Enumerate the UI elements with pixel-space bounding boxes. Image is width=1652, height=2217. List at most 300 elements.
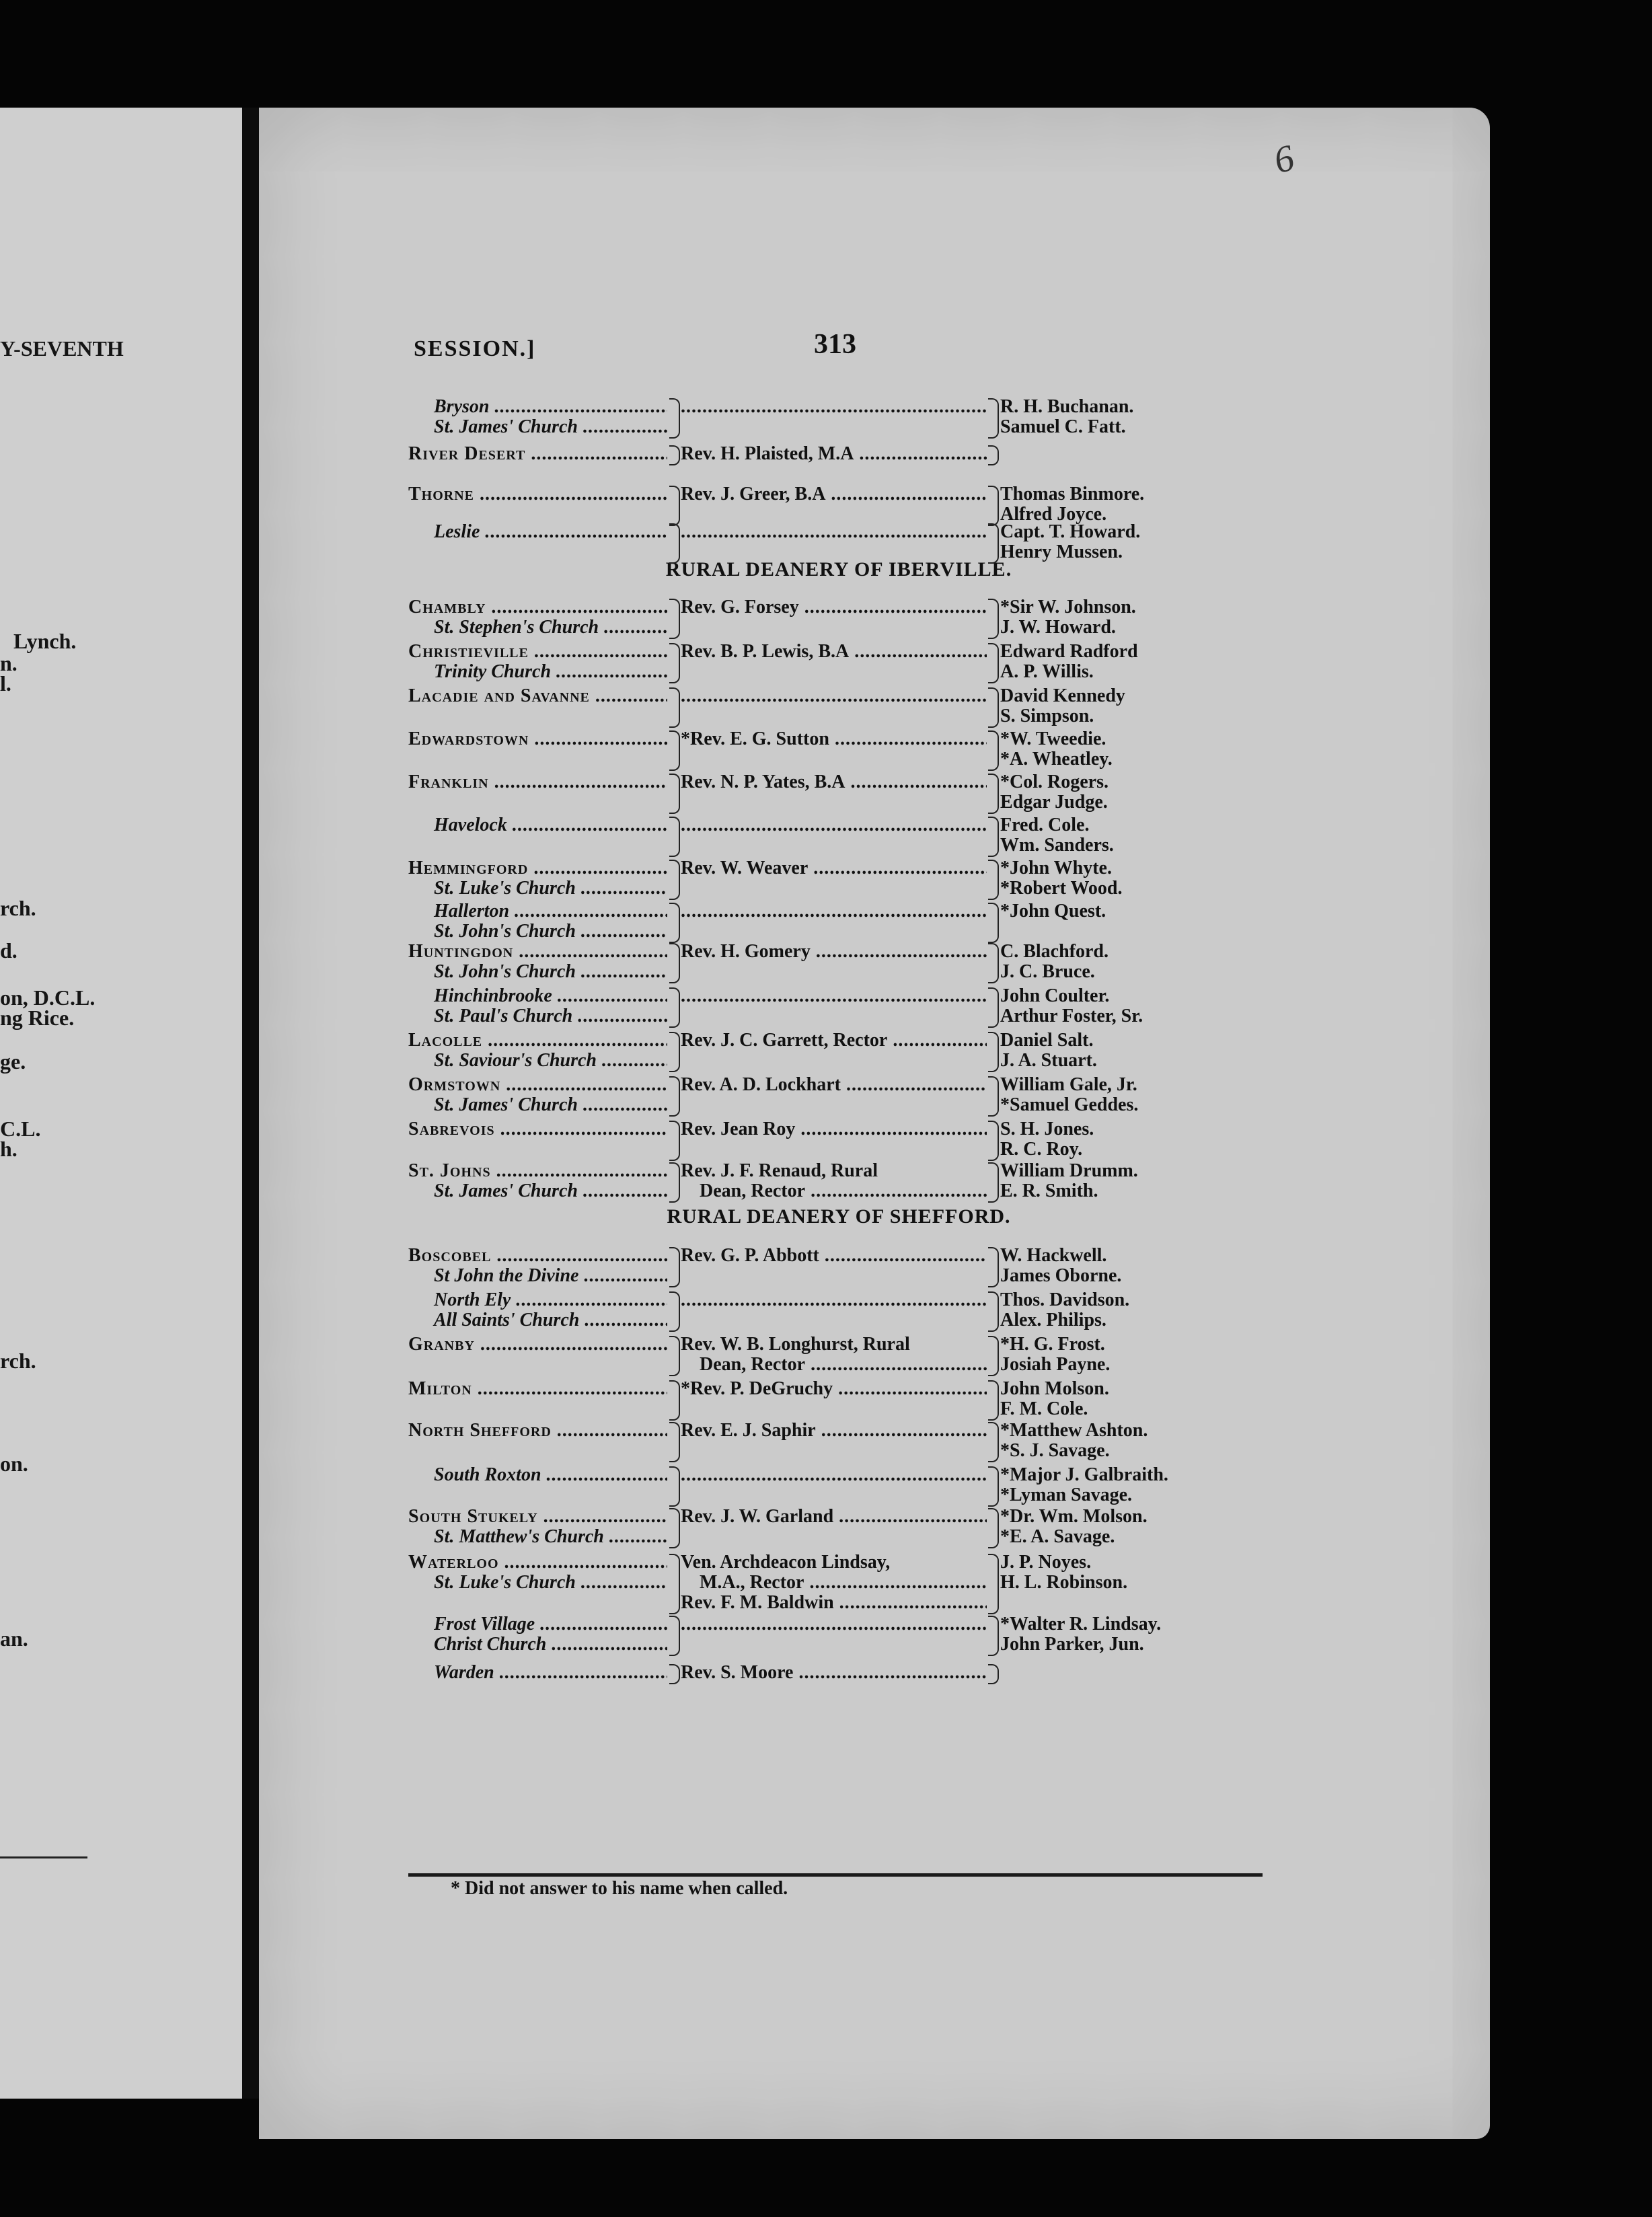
brace-left <box>669 687 680 728</box>
table-row <box>408 1030 1283 1071</box>
brace-left <box>669 1121 680 1161</box>
delegate-name: Arthur Foster, Sr. <box>1000 1006 1143 1026</box>
brace-left <box>669 987 680 1028</box>
clergy-name: Rev. F. M. Baldwin ..... <box>681 1593 987 1613</box>
table-row <box>408 1552 1283 1613</box>
clergy-name: Rev. A. D. Lockhart ..... <box>681 1075 987 1095</box>
brace-left <box>669 643 680 683</box>
delegate-name: John Parker, Jun. <box>1000 1634 1144 1655</box>
delegate-name: *H. G. Frost. <box>1000 1335 1105 1355</box>
left-fragment: l. <box>0 671 11 696</box>
page-313 <box>259 108 1490 2139</box>
table-row <box>408 1379 1283 1419</box>
parish-name: North Shefford ..... <box>408 1421 667 1441</box>
delegates-cell <box>1000 597 1269 638</box>
clergy-cell <box>681 1335 987 1375</box>
delegates-cell <box>1000 686 1269 726</box>
delegates-cell <box>1000 522 1269 562</box>
clergy-cell <box>681 1465 987 1485</box>
delegate-name: Henry Mussen. <box>1000 542 1123 562</box>
parish-cell <box>408 1421 667 1441</box>
running-head: SESSION.] <box>414 336 536 361</box>
delegate-name: Edward Radford <box>1000 642 1138 662</box>
parish-cell <box>408 858 667 899</box>
parish-cell <box>408 1614 667 1655</box>
clergy-cell <box>681 772 987 792</box>
parish-cell <box>408 1379 667 1399</box>
brace-left <box>669 943 680 983</box>
clergy-cell <box>681 597 987 617</box>
clergy-blank <box>681 397 987 417</box>
brace-right <box>988 730 999 771</box>
delegate-name: *E. A. Savage. <box>1000 1527 1115 1547</box>
left-fragment: ng Rice. <box>0 1006 75 1030</box>
left-fragment: rch. <box>0 1349 36 1373</box>
delegate-name: J. P. Noyes. <box>1000 1552 1092 1573</box>
parish-name: St. Stephen's Church ..... <box>408 617 667 638</box>
table-row <box>408 1161 1283 1201</box>
clergy-cell <box>681 1030 987 1051</box>
brace-left <box>669 817 680 857</box>
delegate-name: *Robert Wood. <box>1000 878 1123 899</box>
clergy-name: M.A., Rector ..... <box>681 1573 987 1593</box>
clergy-name: Rev. B. P. Lewis, B.A ..... <box>681 642 987 662</box>
parish-cell <box>408 1030 667 1071</box>
parish-cell <box>408 1075 667 1115</box>
section-heading-iberville: RURAL DEANERY OF IBERVILLE. <box>665 558 1012 580</box>
delegate-name: F. M. Cole. <box>1000 1399 1088 1419</box>
clergy-blank <box>681 1290 987 1310</box>
parish-name: Hallerton ..... <box>408 901 667 922</box>
parish-name: St. John's Church ..... <box>408 922 667 942</box>
delegate-name: J. A. Stuart. <box>1000 1051 1097 1071</box>
parish-name: All Saints' Church ..... <box>408 1310 667 1330</box>
table-row <box>408 772 1283 813</box>
parish-name: Bryson ..... <box>408 397 667 417</box>
brace-left <box>669 398 680 439</box>
brace-right <box>988 1121 999 1161</box>
delegates-cell <box>1000 1119 1269 1160</box>
parish-name: Christieville ..... <box>408 642 667 662</box>
delegates-cell <box>1000 1075 1269 1115</box>
delegate-name: John Coulter. <box>1000 986 1110 1006</box>
delegate-name: H. L. Robinson. <box>1000 1573 1128 1593</box>
brace-right <box>988 817 999 857</box>
clergy-blank <box>681 815 987 835</box>
clergy-cell <box>681 522 987 542</box>
delegate-name: *Major J. Galbraith. <box>1000 1465 1168 1485</box>
parish-name: Hinchinbrooke ..... <box>408 986 667 1006</box>
parish-name: St. Johns ..... <box>408 1161 667 1181</box>
table-row <box>408 444 1283 464</box>
brace-right <box>988 1291 999 1332</box>
delegates-cell <box>1000 1161 1269 1201</box>
clergy-blank <box>681 522 987 542</box>
left-fragment: Y-SEVENTH <box>0 336 124 361</box>
parish-cell <box>408 1552 667 1593</box>
clergy-cell <box>681 1290 987 1310</box>
brace-left <box>669 599 680 639</box>
brace-right <box>988 1380 999 1421</box>
parish-name: St. Matthew's Church ..... <box>408 1527 667 1547</box>
clergy-blank <box>681 1465 987 1485</box>
delegates-cell <box>1000 1507 1269 1547</box>
brace-right <box>988 1664 999 1684</box>
clergy-cell <box>681 1075 987 1095</box>
brace-right <box>988 523 999 564</box>
brace-right <box>988 687 999 728</box>
delegate-name: Capt. T. Howard. <box>1000 522 1141 542</box>
delegate-name: Alex. Philips. <box>1000 1310 1106 1330</box>
delegate-name: J. C. Bruce. <box>1000 962 1095 982</box>
delegate-name: E. R. Smith. <box>1000 1181 1098 1201</box>
parish-name: St. Paul's Church ..... <box>408 1006 667 1026</box>
brace-right <box>988 643 999 683</box>
brace-right <box>988 1247 999 1287</box>
brace-left <box>669 1380 680 1421</box>
parish-name: Frost Village ..... <box>408 1614 667 1634</box>
delegates-cell <box>1000 1246 1269 1286</box>
clergy-name: Rev. J. C. Garrett, Rector ..... <box>681 1030 987 1051</box>
clergy-name: *Rev. E. G. Sutton ..... <box>681 729 987 749</box>
brace-right <box>988 398 999 439</box>
clergy-blank <box>681 1614 987 1634</box>
table-row <box>408 901 1283 942</box>
clergy-cell <box>681 1379 987 1399</box>
delegates-cell <box>1000 1379 1269 1419</box>
parish-name: Franklin ..... <box>408 772 667 792</box>
clergy-name: Dean, Rector ..... <box>681 1355 987 1375</box>
delegates-cell <box>1000 942 1269 982</box>
clergy-cell <box>681 901 987 922</box>
clergy-name: *Rev. P. DeGruchy ..... <box>681 1379 987 1399</box>
clergy-blank <box>681 901 987 922</box>
delegate-name: *John Whyte. <box>1000 858 1112 878</box>
parish-name: Ormstown ..... <box>408 1075 667 1095</box>
parish-cell <box>408 642 667 682</box>
parish-name: St John the Divine ..... <box>408 1266 667 1286</box>
parish-cell <box>408 522 667 542</box>
clergy-cell <box>681 642 987 662</box>
brace-left <box>669 1291 680 1332</box>
clergy-name: Rev. H. Gomery ..... <box>681 942 987 962</box>
pencil-mark: 6 <box>1269 137 1299 182</box>
parish-name: St. Saviour's Church ..... <box>408 1051 667 1071</box>
table-row <box>408 1507 1283 1547</box>
clergy-cell <box>681 686 987 706</box>
clergy-name: Rev. G. Forsey ..... <box>681 597 987 617</box>
brace-left <box>669 903 680 943</box>
delegate-name: *Samuel Geddes. <box>1000 1095 1139 1115</box>
parish-name: Havelock ..... <box>408 815 667 835</box>
table-row <box>408 1075 1283 1115</box>
parish-cell <box>408 1161 667 1201</box>
clergy-name: Rev. J. F. Renaud, Rural <box>681 1161 878 1181</box>
delegate-name: *S. J. Savage. <box>1000 1441 1110 1461</box>
left-fragment: n. <box>0 651 17 675</box>
table-bottom-rule <box>408 1873 1263 1877</box>
delegate-name: David Kennedy <box>1000 686 1125 706</box>
parish-name: Edwardstown ..... <box>408 729 667 749</box>
table-row <box>408 986 1283 1026</box>
delegate-name: A. P. Willis. <box>1000 662 1094 682</box>
section-heading-shefford: RURAL DEANERY OF SHEFFORD. <box>667 1205 1011 1228</box>
parish-name: Hemmingford ..... <box>408 858 667 878</box>
clergy-cell <box>681 397 987 417</box>
parish-cell <box>408 597 667 638</box>
parish-cell <box>408 484 667 504</box>
parish-cell <box>408 397 667 437</box>
parish-name: South Stukely ..... <box>408 1507 667 1527</box>
left-fragment: an. <box>0 1626 28 1651</box>
table-row <box>408 1246 1283 1286</box>
clergy-cell <box>681 1246 987 1266</box>
delegates-cell <box>1000 642 1269 682</box>
brace-left <box>669 1554 680 1614</box>
left-fragment: h. <box>0 1137 17 1161</box>
clergy-name: Dean, Rector ..... <box>681 1181 987 1201</box>
brace-left <box>669 445 680 465</box>
brace-right <box>988 1466 999 1507</box>
delegates-cell <box>1000 986 1269 1026</box>
left-facing-page <box>0 108 242 2099</box>
delegates-cell <box>1000 815 1269 856</box>
clergy-cell <box>681 1119 987 1139</box>
delegates-cell <box>1000 729 1269 769</box>
page-number: 313 <box>814 329 856 360</box>
brace-left <box>669 1466 680 1507</box>
delegates-cell <box>1000 397 1269 437</box>
parish-name: Warden ..... <box>408 1663 667 1683</box>
delegate-name: *Matthew Ashton. <box>1000 1421 1148 1441</box>
parish-name: Waterloo ..... <box>408 1552 667 1573</box>
brace-right <box>988 1162 999 1203</box>
clergy-cell <box>681 484 987 504</box>
left-fragment: Lynch. <box>13 629 77 653</box>
parish-name: Sabrevois ..... <box>408 1119 667 1139</box>
brace-left <box>669 860 680 900</box>
delegate-name: Daniel Salt. <box>1000 1030 1094 1051</box>
brace-left <box>669 1508 680 1548</box>
brace-right <box>988 599 999 639</box>
clergy-cell <box>681 858 987 878</box>
left-fragment: C.L. <box>0 1117 41 1141</box>
clergy-cell <box>681 1507 987 1527</box>
clergy-cell <box>681 729 987 749</box>
table-row <box>408 1335 1283 1375</box>
clergy-name: Ven. Archdeacon Lindsay, <box>681 1552 891 1573</box>
delegate-name: Fred. Cole. <box>1000 815 1090 835</box>
brace-left <box>669 1616 680 1656</box>
clergy-cell <box>681 986 987 1006</box>
delegates-cell <box>1000 1335 1269 1375</box>
clergy-name: Rev. H. Plaisted, M.A ..... <box>681 444 987 464</box>
footnote: * Did not answer to his name when called. <box>451 1878 788 1899</box>
table-row <box>408 397 1283 437</box>
brace-right <box>988 1336 999 1376</box>
table-row <box>408 729 1283 769</box>
brace-right <box>988 987 999 1028</box>
delegate-name: J. W. Howard. <box>1000 617 1116 638</box>
delegate-name: W. Hackwell. <box>1000 1246 1107 1266</box>
delegate-name: *A. Wheatley. <box>1000 749 1113 769</box>
delegate-name: Samuel C. Fatt. <box>1000 417 1126 437</box>
parish-name: South Roxton ..... <box>408 1465 667 1485</box>
table-row <box>408 1290 1283 1330</box>
left-fragment: on, D.C.L. <box>0 985 96 1010</box>
parish-cell <box>408 1335 667 1355</box>
parish-name: St. James' Church ..... <box>408 1181 667 1201</box>
delegate-name: C. Blachford. <box>1000 942 1109 962</box>
parish-name: North Ely ..... <box>408 1290 667 1310</box>
brace-left <box>669 730 680 771</box>
parish-cell <box>408 1119 667 1139</box>
parish-cell <box>408 1663 667 1683</box>
parish-name: Christ Church ..... <box>408 1634 667 1655</box>
delegates-cell <box>1000 484 1269 525</box>
book-gutter <box>242 108 259 2099</box>
parish-cell <box>408 1507 667 1547</box>
clergy-name: Rev. W. Weaver ..... <box>681 858 987 878</box>
left-fragment: ge. <box>0 1049 26 1074</box>
parish-cell <box>408 772 667 792</box>
parish-name: Milton ..... <box>408 1379 667 1399</box>
brace-left <box>669 1336 680 1376</box>
table-row <box>408 597 1283 638</box>
parish-name: St. Luke's Church ..... <box>408 878 667 899</box>
brace-left <box>669 523 680 564</box>
table-row <box>408 1663 1283 1683</box>
brace-right <box>988 1508 999 1548</box>
delegates-cell <box>1000 1465 1269 1505</box>
parish-name: Leslie ..... <box>408 522 667 542</box>
delegate-name: Thos. Davidson. <box>1000 1290 1130 1310</box>
brace-right <box>988 943 999 983</box>
parish-name: Huntingdon ..... <box>408 942 667 962</box>
table-row <box>408 1614 1283 1655</box>
brace-left <box>669 1422 680 1462</box>
parish-cell <box>408 986 667 1026</box>
parish-cell <box>408 901 667 942</box>
brace-right <box>988 1032 999 1072</box>
parish-name: River Desert ..... <box>408 444 667 464</box>
clergy-name: Rev. S. Moore ..... <box>681 1663 987 1683</box>
clergy-cell <box>681 444 987 464</box>
parish-cell <box>408 1465 667 1485</box>
parish-cell <box>408 686 667 706</box>
left-page-rule <box>0 1856 87 1858</box>
brace-right <box>988 445 999 465</box>
table-row <box>408 1465 1283 1505</box>
clergy-cell <box>681 1552 987 1613</box>
delegates-cell <box>1000 1614 1269 1655</box>
table-row <box>408 942 1283 982</box>
clergy-cell <box>681 1663 987 1683</box>
delegate-name: William Gale, Jr. <box>1000 1075 1137 1095</box>
delegates-cell <box>1000 858 1269 899</box>
parish-name: St. James' Church ..... <box>408 1095 667 1115</box>
delegate-name: Alfred Joyce. <box>1000 504 1107 525</box>
table-row <box>408 522 1283 562</box>
brace-left <box>669 1076 680 1117</box>
delegate-name: S. H. Jones. <box>1000 1119 1094 1139</box>
delegate-name: *Lyman Savage. <box>1000 1485 1133 1505</box>
left-fragment: rch. <box>0 896 36 920</box>
brace-left <box>669 1247 680 1287</box>
clergy-cell <box>681 1421 987 1441</box>
table-row <box>408 858 1283 899</box>
delegates-cell <box>1000 1421 1269 1461</box>
clergy-name: Rev. J. W. Garland ..... <box>681 1507 987 1527</box>
delegate-name: *Sir W. Johnson. <box>1000 597 1136 617</box>
left-fragment: on. <box>0 1452 28 1476</box>
delegate-name: James Oborne. <box>1000 1266 1122 1286</box>
parish-cell <box>408 1290 667 1330</box>
brace-right <box>988 1554 999 1614</box>
table-row <box>408 1421 1283 1461</box>
parish-cell <box>408 942 667 982</box>
delegates-cell <box>1000 1030 1269 1071</box>
clergy-blank <box>681 686 987 706</box>
parish-name: Trinity Church ..... <box>408 662 667 682</box>
clergy-cell <box>681 1614 987 1634</box>
brace-left <box>669 1162 680 1203</box>
delegates-cell <box>1000 772 1269 813</box>
parish-name: St. John's Church ..... <box>408 962 667 982</box>
clergy-name: Rev. Jean Roy ..... <box>681 1119 987 1139</box>
parish-name: Granby ..... <box>408 1335 667 1355</box>
clergy-cell <box>681 942 987 962</box>
parish-name: Boscobel ..... <box>408 1246 667 1266</box>
brace-right <box>988 1422 999 1462</box>
delegate-name: R. C. Roy. <box>1000 1139 1083 1160</box>
delegate-name: *W. Tweedie. <box>1000 729 1106 749</box>
delegate-name: Edgar Judge. <box>1000 792 1108 813</box>
delegates-cell <box>1000 901 1269 922</box>
brace-left <box>669 1032 680 1072</box>
delegate-name: William Drumm. <box>1000 1161 1138 1181</box>
parish-cell <box>408 729 667 749</box>
parish-name: St. James' Church ..... <box>408 417 667 437</box>
delegate-name: R. H. Buchanan. <box>1000 397 1134 417</box>
table-row <box>408 484 1283 525</box>
brace-right <box>988 860 999 900</box>
brace-left <box>669 486 680 526</box>
delegate-name: John Molson. <box>1000 1379 1109 1399</box>
parish-name: Chambly ..... <box>408 597 667 617</box>
left-fragment: d. <box>0 938 17 963</box>
parish-cell <box>408 1246 667 1286</box>
parish-name: Lacadie and Savanne ..... <box>408 686 667 706</box>
clergy-cell <box>681 815 987 835</box>
table-row <box>408 1119 1283 1160</box>
delegates-cell <box>1000 1290 1269 1330</box>
delegate-name: Thomas Binmore. <box>1000 484 1145 504</box>
clergy-name: Rev. J. Greer, B.A ..... <box>681 484 987 504</box>
brace-right <box>988 774 999 814</box>
parish-cell <box>408 444 667 464</box>
parish-name: Lacolle ..... <box>408 1030 667 1051</box>
delegate-name: *Col. Rogers. <box>1000 772 1109 792</box>
clergy-name: Rev. N. P. Yates, B.A ..... <box>681 772 987 792</box>
brace-left <box>669 1664 680 1684</box>
brace-right <box>988 1076 999 1117</box>
delegate-name: *Walter R. Lindsay. <box>1000 1614 1162 1634</box>
delegate-name: *Dr. Wm. Molson. <box>1000 1507 1148 1527</box>
brace-left <box>669 774 680 814</box>
brace-right <box>988 486 999 526</box>
page-header <box>259 329 1490 377</box>
